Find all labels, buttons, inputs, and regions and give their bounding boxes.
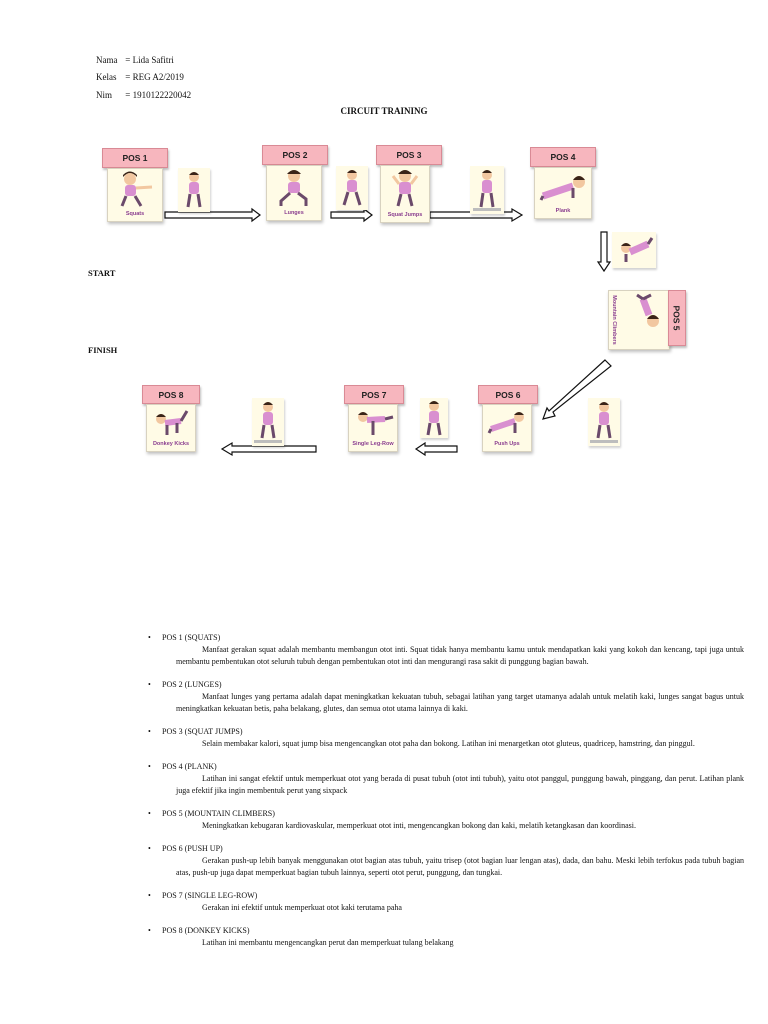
arrow-pos4-pos5 bbox=[598, 232, 610, 271]
item-heading: POS 5 (MOUNTAIN CLIMBERS) bbox=[162, 809, 275, 818]
list-item-pos6 bbox=[148, 843, 744, 879]
item-heading: POS 7 (SINGLE LEG-ROW) bbox=[162, 891, 258, 900]
mini-figure-2 bbox=[336, 166, 368, 210]
bullet-icon: • bbox=[148, 891, 151, 900]
mini-figure-1 bbox=[178, 168, 210, 212]
person-icon bbox=[470, 166, 504, 214]
list-item-pos8 bbox=[148, 925, 744, 949]
station-caption-pos1: Squats bbox=[125, 211, 145, 217]
station-card-pos1 bbox=[107, 168, 163, 222]
start-label: START bbox=[88, 268, 116, 278]
station-card-pos7 bbox=[348, 404, 398, 452]
item-text: Manfaat gerakan squat adalah membantu membangun otot inti. Squat tidak hanya membantu kamu untuk mendapatkan kaki yang kokoh dan kencang, tapi juga untuk membantu pembentukan otot seluruh tubuh dengan pembentukan otot inti dan mengurangi rasa sakit di punggung bagian bawah. bbox=[176, 645, 744, 666]
station-label-pos7: POS 7 bbox=[344, 385, 404, 404]
finish-label: FINISH bbox=[88, 345, 118, 355]
item-heading: POS 3 (SQUAT JUMPS) bbox=[162, 727, 243, 736]
mini-figure-8 bbox=[252, 398, 284, 446]
nim-key: Nim bbox=[96, 90, 113, 100]
mini-figure-3 bbox=[470, 166, 504, 214]
station-card-pos2 bbox=[266, 165, 322, 221]
station-label-pos3: POS 3 bbox=[376, 145, 442, 165]
page-title: CIRCUIT TRAINING bbox=[340, 106, 428, 116]
lunge-figure-icon bbox=[267, 166, 321, 210]
station-card-pos8 bbox=[146, 404, 196, 452]
bullet-icon: • bbox=[148, 809, 151, 818]
mini-figure-7 bbox=[420, 398, 448, 438]
mini-figure-6 bbox=[588, 398, 620, 446]
station-caption-pos2: Lunges bbox=[284, 210, 304, 216]
station-caption-pos7: Single Leg-Row bbox=[352, 441, 394, 447]
nim-value: = 1910122220042 bbox=[125, 90, 192, 100]
station-label-pos6: POS 6 bbox=[478, 385, 538, 404]
bullet-icon: • bbox=[148, 762, 151, 771]
person-icon bbox=[420, 398, 448, 438]
station-label-pos2: POS 2 bbox=[262, 145, 328, 165]
station-description-list bbox=[148, 632, 744, 960]
station-card-pos5 bbox=[608, 290, 670, 350]
item-text: Meningkatkan kebugaran kardiovaskular, memperkuat otot inti, mengencangkan bokong dan kaki, melatih ketangkasan dan koordinasi. bbox=[202, 821, 636, 830]
class-key: Kelas bbox=[96, 72, 117, 82]
station-card-pos6 bbox=[482, 404, 532, 452]
item-text: Gerakan push-up lebih banyak menggunakan otot bagian atas tubuh, yaitu trisep (otot bagian luar lengan atas), dada, dan bahu. Meski lebih terfokus pada tubuh bagian atas, push-up juga dapat memperkuat bagian tubuh lainnya, seperti otot perut, punggung, dan tungkai. bbox=[176, 856, 744, 877]
station-caption-pos5: Mountain Climbers bbox=[611, 295, 618, 345]
station-card-pos3 bbox=[380, 165, 430, 223]
item-heading: POS 8 (DONKEY KICKS) bbox=[162, 926, 250, 935]
item-heading: POS 2 (LUNGES) bbox=[162, 680, 222, 689]
squat-figure-icon bbox=[108, 169, 162, 213]
list-item-pos3 bbox=[148, 726, 744, 750]
station-caption-pos8: Donkey Kicks bbox=[152, 441, 190, 447]
station-label-pos5-box bbox=[668, 290, 686, 346]
station-caption-pos6: Push Ups bbox=[494, 441, 520, 447]
plank-figure-icon bbox=[535, 168, 591, 208]
list-item-pos5 bbox=[148, 808, 744, 832]
bullet-icon: • bbox=[148, 926, 151, 935]
person-icon bbox=[252, 398, 284, 446]
station-caption-pos3: Squat Jumps bbox=[387, 212, 423, 218]
item-heading: POS 6 (PUSH UP) bbox=[162, 844, 223, 853]
list-item-pos4 bbox=[148, 761, 744, 797]
person-icon bbox=[612, 232, 656, 268]
person-icon bbox=[178, 168, 210, 212]
item-text: Manfaat lunges yang pertama adalah dapat meningkatkan kekuatan tubuh, sebagai latihan yang target utamanya adalah untuk melatih kaki, lunges sangat bagus untuk meningkatkan kekuatan betis, paha belakang, glutes, dan semua otot utama lainnya di kaki. bbox=[176, 692, 744, 713]
donkey-kick-figure-icon bbox=[147, 405, 195, 441]
person-icon bbox=[588, 398, 620, 446]
item-text: Selain membakar kalori, squat jump bisa mengencangkan otot paha dan bokong. Latihan ini menargetkan otot gluteus, quadricep, hamstring, dan pinggul. bbox=[202, 739, 695, 748]
push-up-figure-icon bbox=[483, 405, 531, 441]
arrow-pos6-pos7 bbox=[416, 443, 457, 455]
bullet-icon: • bbox=[148, 680, 151, 689]
item-text: Latihan ini membantu mengencangkan perut dan memperkuat tulang belakang bbox=[202, 938, 454, 947]
item-text: Gerakan ini efektif untuk memperkuat otot kaki terutama paha bbox=[202, 903, 402, 912]
bullet-icon: • bbox=[148, 727, 151, 736]
bullet-icon: • bbox=[148, 844, 151, 853]
item-heading: POS 4 (PLANK) bbox=[162, 762, 217, 771]
item-text: Latihan ini sangat efektif untuk memperkuat otot yang berada di pusat tubuh (otot inti tubuh), yaitu otot panggul, punggung bawah, pinggang, dan perut. Latihan plank juga efektif jika ingin membentuk perut yang sixpack bbox=[176, 774, 744, 795]
station-label-pos4: POS 4 bbox=[530, 147, 596, 167]
list-item-pos2 bbox=[148, 679, 744, 715]
station-label-pos5: POS 5 bbox=[672, 305, 683, 331]
list-item-pos1 bbox=[148, 632, 744, 668]
station-caption-pos4: Plank bbox=[555, 208, 571, 214]
name-key: Nama bbox=[96, 55, 118, 65]
station-label-pos1: POS 1 bbox=[102, 148, 168, 168]
single-leg-row-figure-icon bbox=[349, 405, 397, 441]
squat-jump-figure-icon bbox=[381, 166, 429, 212]
station-card-pos4 bbox=[534, 167, 592, 219]
mini-figure-4 bbox=[612, 232, 656, 268]
list-item-pos7 bbox=[148, 890, 744, 914]
class-value: = REG A2/2019 bbox=[125, 72, 184, 82]
person-icon bbox=[336, 166, 368, 210]
arrow-pos2-pos3 bbox=[331, 209, 372, 221]
name-value: = Lida Safitri bbox=[125, 55, 174, 65]
bullet-icon: • bbox=[148, 633, 151, 642]
item-heading: POS 1 (SQUATS) bbox=[162, 633, 221, 642]
station-label-pos8: POS 8 bbox=[142, 385, 200, 404]
